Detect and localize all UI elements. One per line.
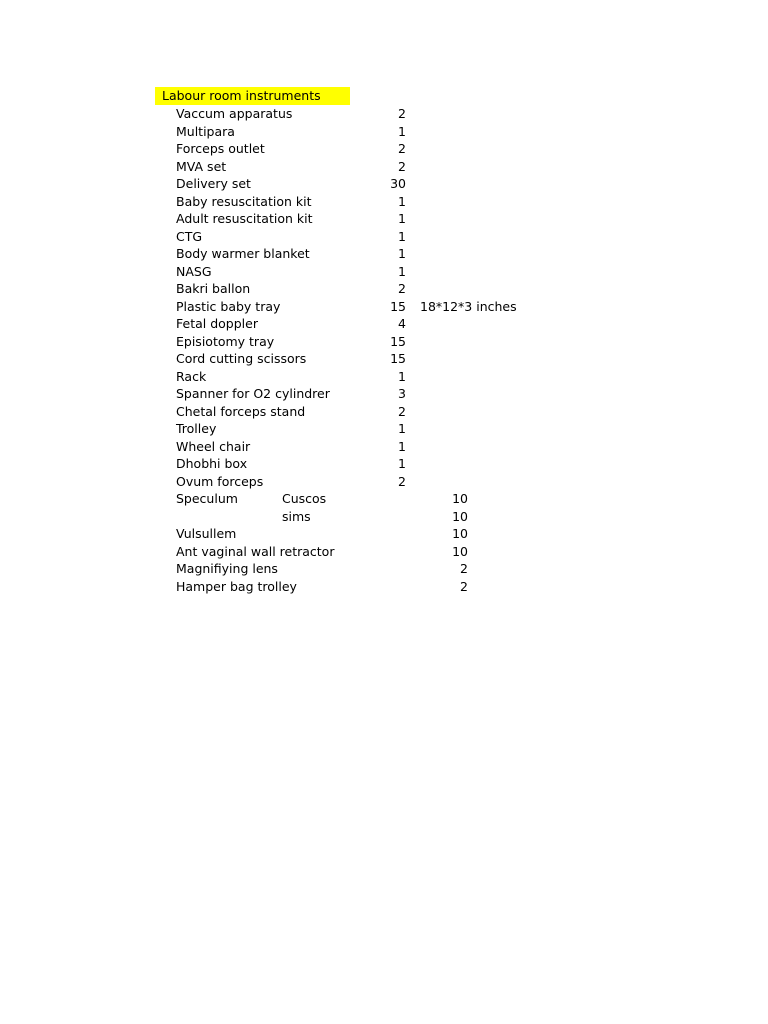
list-row [0, 315, 768, 333]
list-row [0, 210, 768, 228]
list-row [0, 228, 768, 246]
item-name: Ant vaginal wall retractor [176, 543, 335, 559]
item-name: Bakri ballon [176, 281, 251, 296]
list-row [0, 403, 768, 421]
list-row [0, 420, 768, 438]
item-subtype: Cuscos [282, 491, 327, 506]
item-name: Forceps outlet [176, 141, 265, 156]
item-quantity: 10 [452, 526, 468, 541]
sheet-title: Labour room instruments [162, 88, 321, 103]
list-row [0, 193, 768, 211]
item-name: Plastic baby tray [176, 298, 281, 314]
item-quantity: 1 [398, 438, 406, 454]
list-row [0, 280, 768, 298]
list-row [0, 455, 768, 473]
item-name: Episiotomy tray [176, 333, 275, 349]
item-name: Fetal doppler [176, 316, 258, 331]
item-name: Trolley [176, 421, 217, 436]
item-name: Delivery set [176, 176, 251, 191]
title-cell [155, 87, 350, 105]
item-name: Magnifiying lens [176, 561, 278, 576]
item-name: Dhobhi box [176, 456, 248, 471]
item-quantity: 15 [390, 333, 406, 349]
item-quantity: 1 [398, 368, 406, 384]
item-name: Chetal forceps stand [176, 403, 306, 419]
item-name: Rack [176, 368, 207, 384]
list-row [0, 473, 768, 491]
item-quantity: 10 [452, 543, 468, 559]
item-name: Wheel chair [176, 438, 251, 454]
item-quantity: 3 [398, 386, 406, 401]
item-dimensions-note: 18*12*3 inches [420, 298, 517, 314]
list-row [0, 123, 768, 141]
item-name: Multipara [176, 123, 235, 139]
item-quantity: 15 [390, 351, 406, 366]
list-row [0, 263, 768, 281]
item-name: Cord cutting scissors [176, 351, 307, 366]
item-name: Adult resuscitation kit [176, 211, 313, 226]
list-row [0, 105, 768, 123]
item-name: MVA set [176, 158, 227, 174]
list-row [0, 578, 768, 596]
list-row [0, 560, 768, 578]
list-row [0, 368, 768, 386]
list-row [0, 140, 768, 158]
list-row [0, 508, 768, 526]
item-quantity: 30 [390, 176, 406, 191]
item-quantity: 1 [398, 193, 406, 209]
item-name: Body warmer blanket [176, 246, 310, 261]
list-row [0, 333, 768, 351]
item-quantity: 10 [452, 491, 468, 506]
item-quantity: 1 [398, 421, 406, 436]
item-quantity: 2 [398, 158, 406, 174]
item-name: Speculum [176, 491, 238, 506]
item-name: Baby resuscitation kit [176, 193, 312, 209]
item-quantity: 2 [398, 473, 406, 489]
item-quantity: 1 [398, 228, 406, 244]
item-name: Vulsullem [176, 526, 237, 541]
item-quantity: 10 [452, 508, 468, 524]
list-row [0, 525, 768, 543]
item-quantity: 2 [398, 141, 406, 156]
item-name: Ovum forceps [176, 473, 264, 489]
item-quantity: 2 [460, 578, 468, 594]
item-quantity: 2 [460, 561, 468, 576]
list-row [0, 158, 768, 176]
item-quantity: 1 [398, 456, 406, 471]
item-quantity: 1 [398, 246, 406, 261]
item-name: Hamper bag trolley [176, 578, 297, 594]
list-row [0, 385, 768, 403]
list-row [0, 175, 768, 193]
item-quantity: 2 [398, 403, 406, 419]
list-row [0, 543, 768, 561]
list-row [0, 490, 768, 508]
item-name: Vaccum apparatus [176, 106, 293, 121]
item-name: Spanner for O2 cylindrer [176, 386, 330, 401]
item-quantity: 1 [398, 263, 406, 279]
item-quantity: 2 [398, 106, 406, 121]
item-quantity: 1 [398, 123, 406, 139]
item-quantity: 2 [398, 281, 406, 296]
list-row [0, 298, 768, 316]
list-row [0, 245, 768, 263]
item-quantity: 15 [390, 298, 406, 314]
instrument-list [0, 105, 768, 595]
item-name: NASG [176, 263, 212, 279]
item-subtype: sims [282, 508, 311, 524]
list-row [0, 438, 768, 456]
list-row [0, 350, 768, 368]
item-quantity: 1 [398, 211, 406, 226]
item-name: CTG [176, 228, 203, 244]
item-quantity: 4 [398, 316, 406, 331]
